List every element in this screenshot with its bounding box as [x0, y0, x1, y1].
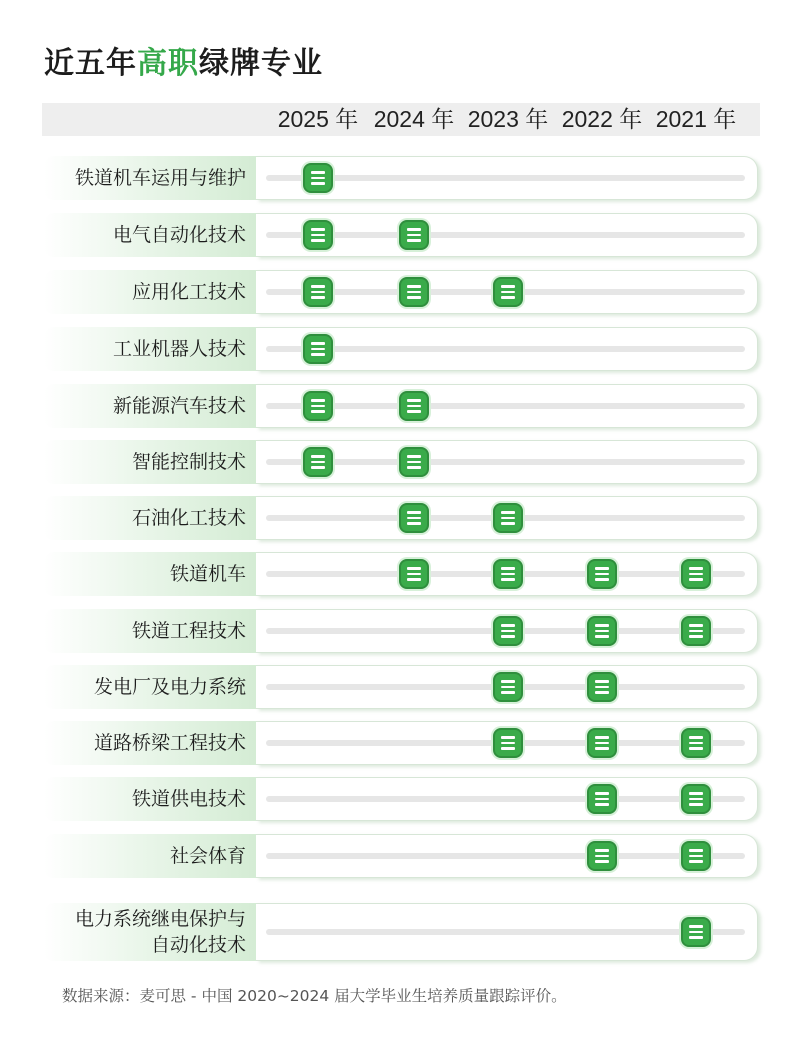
green-card-icon: [587, 672, 617, 702]
green-card-icon: [587, 616, 617, 646]
row-label: 工业机器人技术: [112, 338, 246, 360]
green-card-icon: [303, 277, 333, 307]
green-card-icon: [399, 277, 429, 307]
year-header-4: 2021 年: [655, 106, 737, 132]
title-part-1: 近五年: [44, 46, 137, 81]
track-rail: [266, 232, 745, 238]
row-track: [256, 665, 758, 709]
row-track: [256, 213, 758, 257]
row-label-box: [44, 609, 256, 653]
row-track: [256, 384, 758, 428]
row-label-box: [44, 327, 256, 371]
source-note: 数据来源：麦可思 - 中国 2020~2024 届大学毕业生培养质量跟踪评价。: [62, 987, 567, 1005]
green-card-icon: [303, 334, 333, 364]
track-rail: [266, 403, 745, 409]
row-label-box: [44, 213, 256, 257]
row-label-box: [44, 156, 256, 200]
green-card-icon: [303, 391, 333, 421]
row-label-box: [44, 270, 256, 314]
row-label: 新能源汽车技术: [112, 395, 246, 417]
row-label-line: 自动化技术: [150, 934, 246, 956]
row-label-box: [44, 721, 256, 765]
green-card-icon: [303, 220, 333, 250]
green-card-icon: [587, 559, 617, 589]
green-card-icon: [303, 447, 333, 477]
row-label: [46, 903, 246, 961]
green-card-icon: [681, 917, 711, 947]
row-track: [256, 903, 758, 961]
green-card-icon: [587, 728, 617, 758]
year-header-1: 2024 年: [373, 106, 455, 132]
row-label-box: [44, 777, 256, 821]
row-track: [256, 496, 758, 540]
row-label-box: [44, 834, 256, 878]
green-card-icon: [587, 841, 617, 871]
row-track: [256, 721, 758, 765]
green-card-icon: [493, 672, 523, 702]
row-label: 电气自动化技术: [112, 224, 246, 246]
green-card-icon: [681, 784, 711, 814]
green-card-icon: [493, 728, 523, 758]
page-title: [44, 38, 323, 82]
green-card-icon: [493, 616, 523, 646]
row-label-box: [44, 440, 256, 484]
green-card-icon: [493, 277, 523, 307]
track-rail: [266, 929, 745, 935]
row-label: 发电厂及电力系统: [93, 676, 246, 698]
row-label-box: [44, 496, 256, 540]
row-track: [256, 156, 758, 200]
year-header-0: 2025 年: [277, 106, 359, 132]
row-label: 社会体育: [169, 845, 246, 867]
green-card-icon: [399, 447, 429, 477]
green-card-icon: [303, 163, 333, 193]
row-track: [256, 440, 758, 484]
row-label: 应用化工技术: [131, 281, 246, 303]
green-card-icon: [493, 559, 523, 589]
year-header-bar: [42, 103, 760, 136]
track-rail: [266, 459, 745, 465]
green-card-icon: [681, 559, 711, 589]
row-label: 石油化工技术: [131, 507, 246, 529]
row-track: [256, 834, 758, 878]
green-card-icon: [681, 728, 711, 758]
year-header-2: 2023 年: [467, 106, 549, 132]
year-header-3: 2022 年: [561, 106, 643, 132]
track-rail: [266, 796, 745, 802]
green-card-icon: [399, 559, 429, 589]
track-rail: [266, 346, 745, 352]
green-card-icon: [587, 784, 617, 814]
title-part-2: 高职: [137, 46, 199, 81]
row-label-box: [44, 384, 256, 428]
green-card-icon: [399, 503, 429, 533]
row-label-line: 电力系统继电保护与: [74, 908, 246, 930]
green-card-icon: [681, 841, 711, 871]
row-label: 铁道供电技术: [131, 788, 246, 810]
row-label: 铁道工程技术: [131, 620, 246, 642]
row-track: [256, 609, 758, 653]
row-track: [256, 327, 758, 371]
green-card-icon: [399, 220, 429, 250]
row-label-box: [44, 665, 256, 709]
green-card-icon: [681, 616, 711, 646]
row-label: 铁道机车: [169, 563, 246, 585]
row-label: 道路桥梁工程技术: [93, 732, 246, 754]
row-track: [256, 777, 758, 821]
track-rail: [266, 853, 745, 859]
row-label-box: [44, 903, 256, 961]
track-rail: [266, 175, 745, 181]
row-label-box: [44, 552, 256, 596]
row-track: [256, 552, 758, 596]
green-card-icon: [493, 503, 523, 533]
green-card-icon: [399, 391, 429, 421]
row-label: 铁道机车运用与维护: [74, 167, 246, 189]
title-part-3: 绿牌专业: [199, 46, 323, 81]
row-track: [256, 270, 758, 314]
row-label: 智能控制技术: [131, 451, 246, 473]
